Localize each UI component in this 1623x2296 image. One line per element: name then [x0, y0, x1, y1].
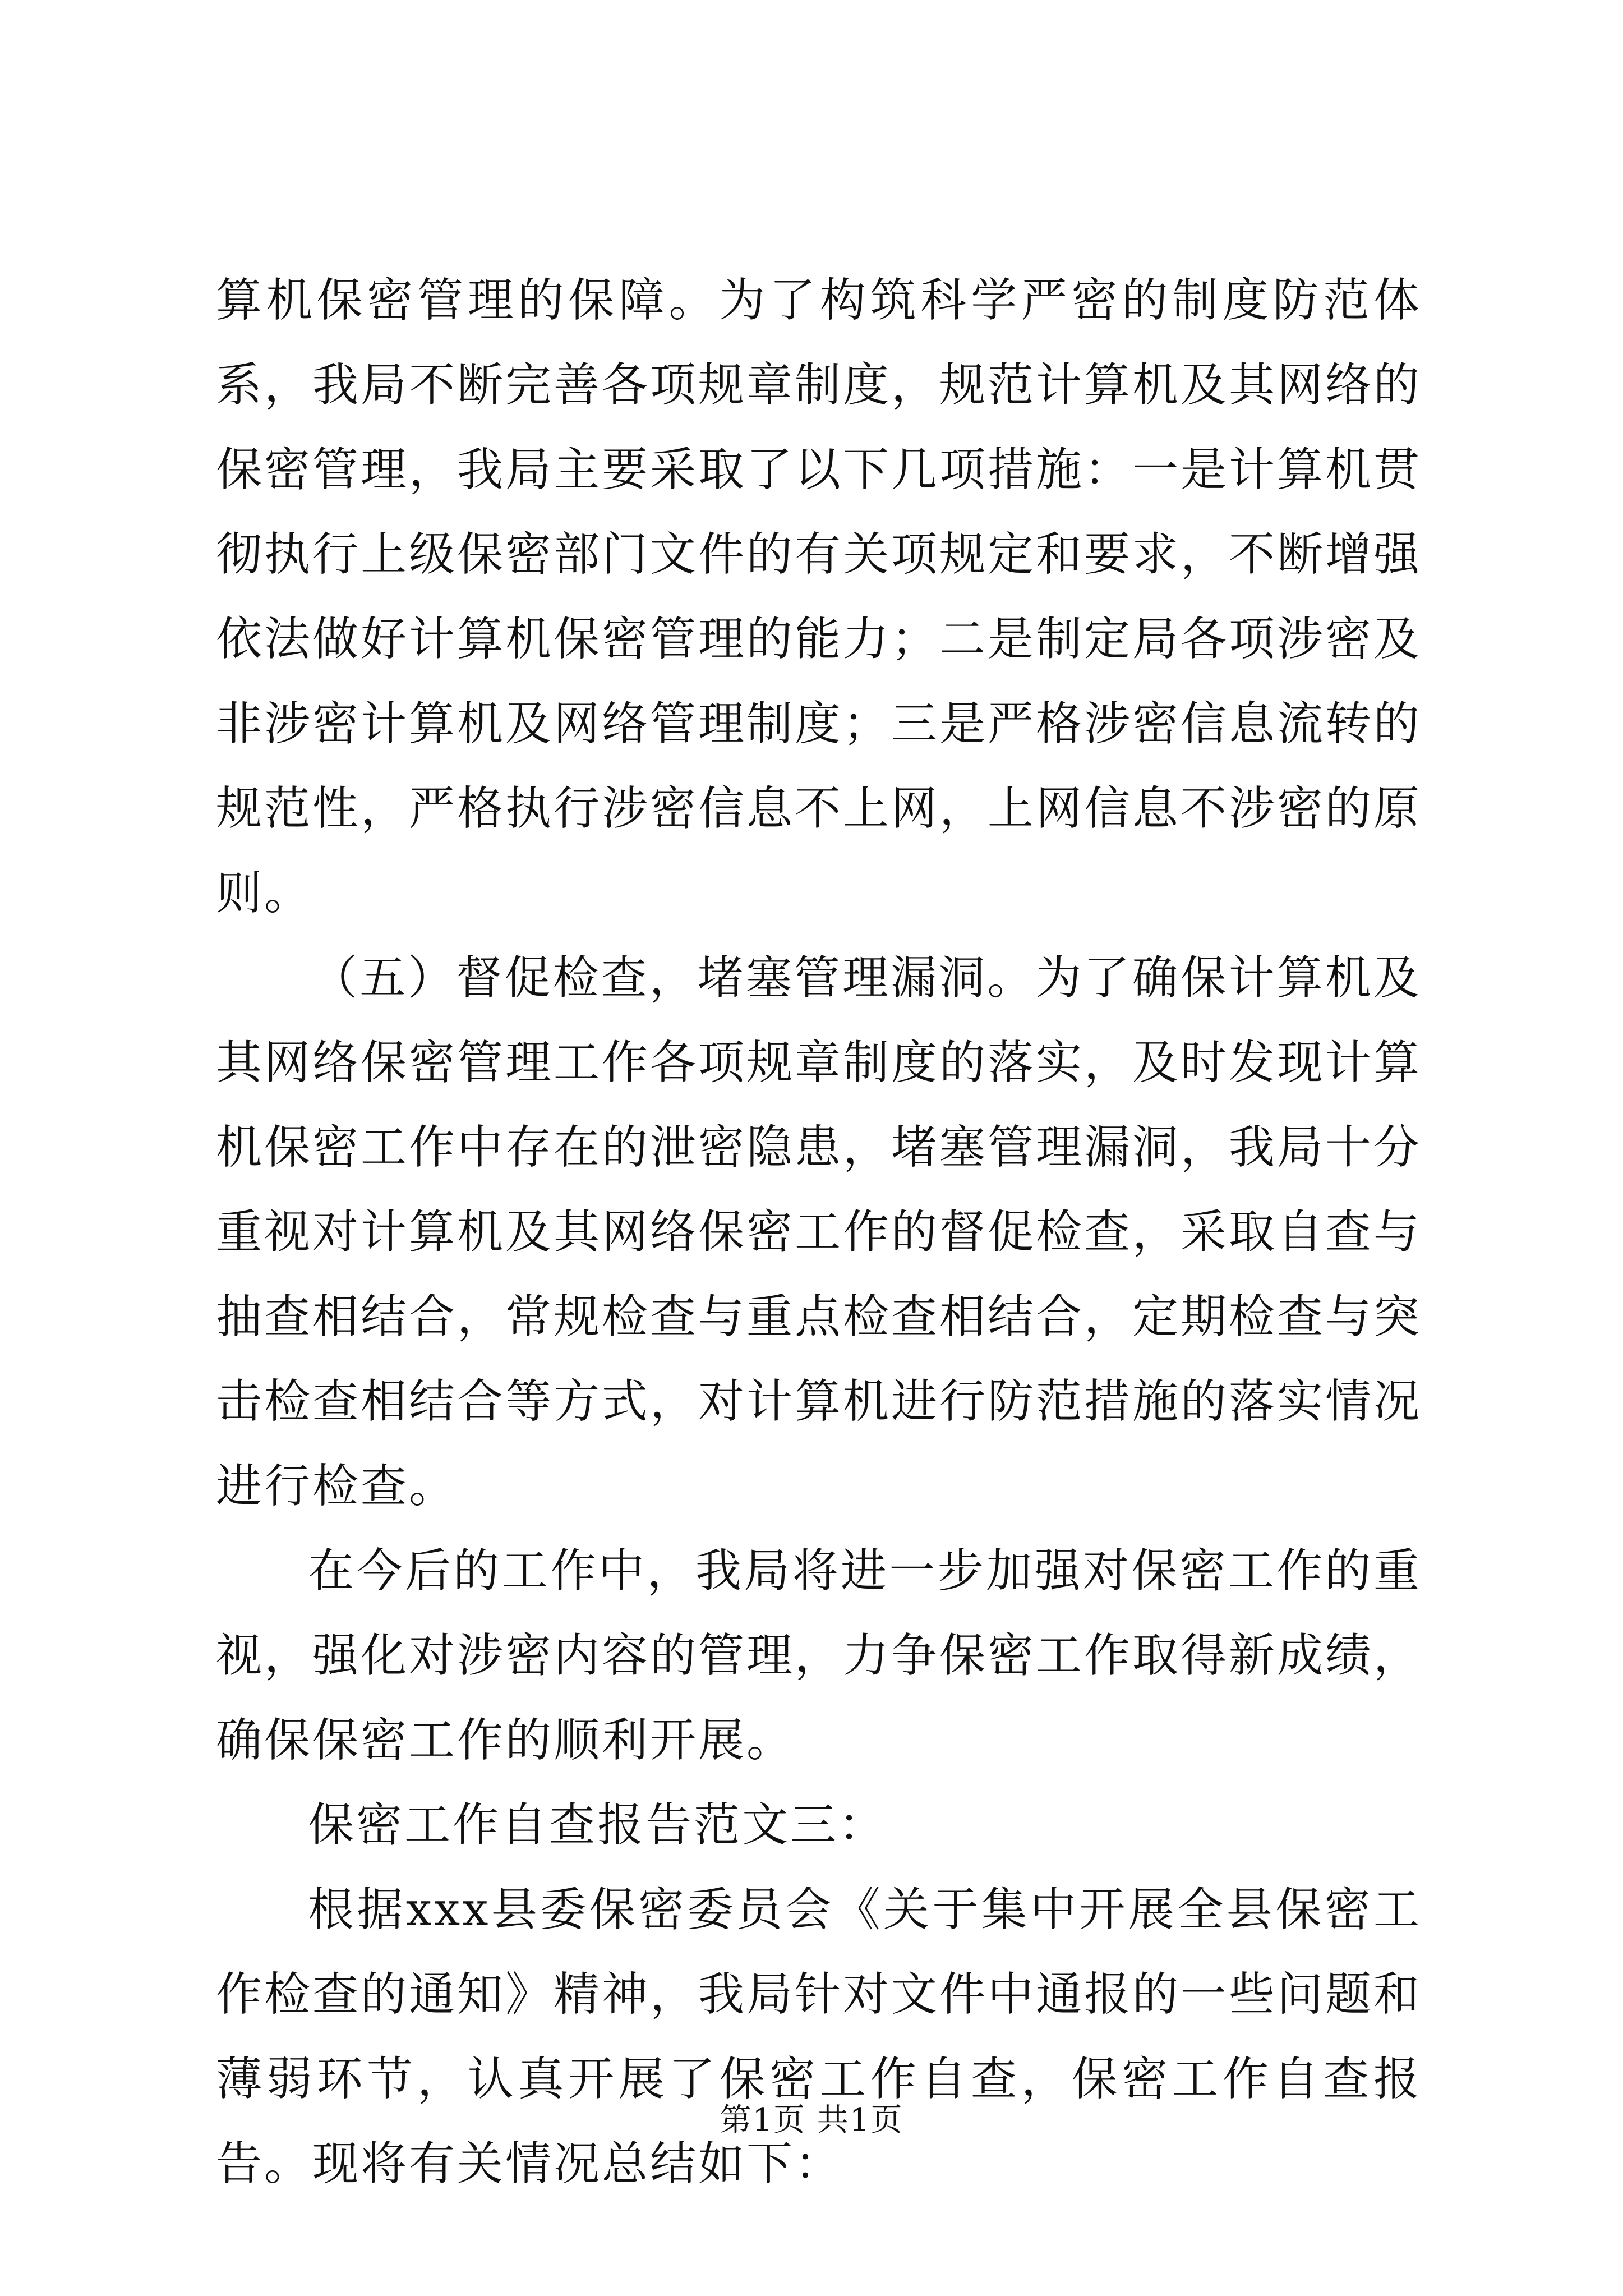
paragraph-section-five: （五）督促检查，堵塞管理漏洞。为了确保计算机及其网络保密管理工作各项规章制度的落实，及时发现计算机保密工作中存在的泄密隐患，堵塞管理漏洞，我局十分重视对计算机及其网络保密工作的督促检查，采取自查与抽查相结合，常规检查与重点检查相结合，定期检查与突击检查相结合等方式，对计算机进行防范措施的落实情况进行检查。: [216, 951, 1422, 1513]
paragraph-intro: 根据xxx县委保密委员会《关于集中开展全县保密工作检查的通知》精神，我局针对文件中通报的一些问题和薄弱环节，认真开展了保密工作自查，保密工作自查报告。现将有关情况总结如下：: [216, 1883, 1422, 2191]
paragraph-continuation: 算机保密管理的保障。为了构筑科学严密的制度防范体系，我局不断完善各项规章制度，规范计算机及其网络的保密管理，我局主要采取了以下几项措施：一是计算机贯彻执行上级保密部门文件的有关项规定和要求，不断增强依法做好计算机保密管理的能力；二是制定局各项涉密及非涉密计算机及网络管理制度；三是严格涉密信息流转的规范性，严格执行涉密信息不上网，上网信息不涉密的原则。: [216, 274, 1422, 920]
section-heading-sample-three: 保密工作自查报告范文三：: [308, 1798, 887, 1852]
paragraph-future-work: 在今后的工作中，我局将进一步加强对保密工作的重视，强化对涉密内容的管理，力争保密工作取得新成绩，确保保密工作的顺利开展。: [216, 1544, 1422, 1767]
document-body: [216, 258, 1422, 2206]
page-footer: 第1页 共1页: [720, 2102, 903, 2138]
